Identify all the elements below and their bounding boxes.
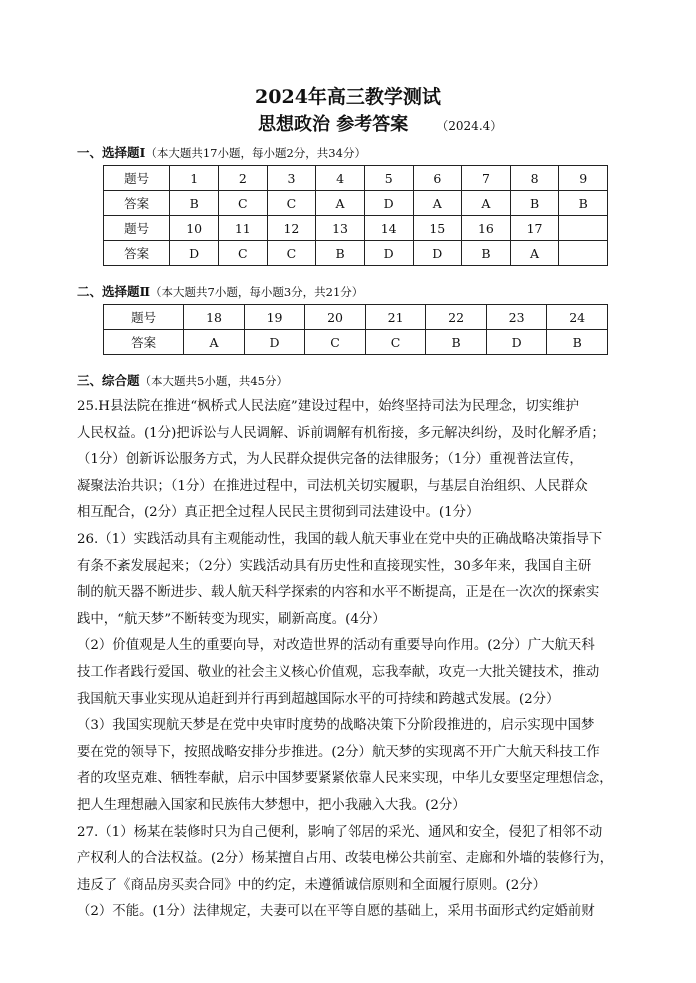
- answer-line: 相互配合，(2分）真正把全过程人民民主贯彻到司法建设中。(1分）: [77, 505, 480, 521]
- section2-heading: [77, 282, 363, 300]
- answer-body: [77, 394, 621, 926]
- table-cell: C: [305, 330, 366, 355]
- table-cell: C: [267, 241, 316, 266]
- table-cell: 24: [547, 305, 608, 330]
- table-cell: B: [170, 191, 219, 216]
- table-cell: [559, 241, 608, 266]
- table-cell: C: [219, 191, 268, 216]
- row-label: 题号: [104, 305, 184, 330]
- table-row: [104, 241, 608, 266]
- table-cell: B: [426, 330, 487, 355]
- table-cell: 11: [219, 216, 268, 241]
- row-label: 答案: [104, 241, 170, 266]
- answer-line: （3）我国实现航天梦是在党中央审时度势的战略决策下分阶段推进的，启示实现中国梦: [77, 718, 595, 734]
- table-cell: 6: [413, 166, 462, 191]
- answer-line: 我国航天事业实现从追赶到并行再到超越国际水平的可持续和跨越式发展。(2分）: [77, 691, 560, 707]
- table-cell: A: [413, 191, 462, 216]
- table-cell: C: [365, 330, 426, 355]
- answer-line: 者的攻坚克难、牺牲奉献，启示中国梦要紧紧依靠人民来实现，中华儿女要坚定理想信念，: [77, 771, 613, 787]
- answer-line: （2）价值观是人生的重要向导，对改造世界的活动有重要导向作用。(2分）广大航天科: [77, 638, 595, 654]
- section2-answer-table: [103, 304, 608, 355]
- answer-line: 把人生理想融入国家和民族伟大梦想中，把小我融入大我。(2分）: [77, 797, 466, 813]
- page-title: 2024年高三教学测试: [255, 86, 441, 108]
- table-cell: C: [219, 241, 268, 266]
- answer-line: 有条不紊发展起来；（2分）实践活动具有历史性和直接现实性，30多年来，我国自主研: [77, 558, 592, 574]
- table-cell: D: [364, 191, 413, 216]
- table-cell: B: [510, 191, 559, 216]
- answer-line: 技工作者践行爱国、敬业的社会主义核心价值观，忘我奉献，攻克一大批关键技术，推动: [77, 664, 600, 680]
- section2-title: 二、选择题Ⅱ: [77, 284, 151, 299]
- table-cell: 10: [170, 216, 219, 241]
- table-cell: 5: [364, 166, 413, 191]
- section3-heading: [77, 371, 288, 389]
- section1-note: （本大题共17小题，每小题2分，共34分）: [145, 146, 366, 160]
- answer-line: 人民权益。(1分)把诉讼与人民调解、诉前调解有机衔接，多元解决纠纷，及时化解矛盾；: [77, 425, 605, 441]
- table-cell: 17: [510, 216, 559, 241]
- table-cell: A: [510, 241, 559, 266]
- table-row: [104, 191, 608, 216]
- section1-title: 一、选择题Ⅰ: [77, 145, 146, 160]
- answer-line: 践中，“航天梦”不断转变为现实，刷新高度。(4分）: [77, 611, 386, 627]
- section3-note: （本大题共5小题，共45分）: [139, 374, 288, 388]
- table-cell: 12: [267, 216, 316, 241]
- table-cell: 2: [219, 166, 268, 191]
- page-subtitle: [258, 110, 502, 136]
- row-label: 题号: [104, 216, 170, 241]
- table-cell: B: [462, 241, 511, 266]
- table-cell: A: [316, 191, 365, 216]
- answer-line: 要在党的领导下，按照战略安排分步推进。(2分）航天梦的实现离不开广大航天科技工作: [77, 744, 600, 760]
- row-label: 答案: [104, 330, 184, 355]
- table-cell: 18: [184, 305, 245, 330]
- table-cell: 1: [170, 166, 219, 191]
- answer-line: 27.（1）杨某在装修时只为自己便利，影响了邻居的采光、通风和安全，侵犯了相邻不动: [77, 824, 603, 840]
- table-cell: [559, 216, 608, 241]
- table-row: [104, 166, 608, 191]
- table-cell: 13: [316, 216, 365, 241]
- answer-line: 产权利人的合法权益。(2分）杨某擅自占用、改装电梯公共前室、走廊和外墙的装修行为，: [77, 851, 613, 867]
- section1-heading: [77, 143, 366, 161]
- table-cell: B: [547, 330, 608, 355]
- table-cell: 15: [413, 216, 462, 241]
- table-cell: B: [316, 241, 365, 266]
- table-cell: D: [413, 241, 462, 266]
- table-cell: 4: [316, 166, 365, 191]
- table-cell: 19: [244, 305, 305, 330]
- answer-line: 制的航天器不断进步、载人航天科学探索的内容和水平不断提高，正是在一次次的探索实: [77, 585, 600, 601]
- table-cell: 8: [510, 166, 559, 191]
- answer-line: 25.H县法院在推进“枫桥式人民法庭”建设过程中，始终坚持司法为民理念，切实维护: [77, 399, 579, 414]
- table-cell: D: [170, 241, 219, 266]
- table-cell: A: [462, 191, 511, 216]
- answer-line: 违反了《商品房买卖合同》中的约定，未遵循诚信原则和全面履行原则。(2分）: [77, 877, 547, 893]
- row-label: 题号: [104, 166, 170, 191]
- answer-line: 凝聚法治共识；（1分）在推进过程中，司法机关切实履职，与基层自治组织、人民群众: [77, 478, 588, 494]
- answer-line: （2）不能。(1分）法律规定，夫妻可以在平等自愿的基础上，采用书面形式约定婚前财: [77, 904, 595, 920]
- date-text: （2024.4）: [436, 119, 503, 133]
- table-cell: D: [244, 330, 305, 355]
- section1-answer-table: [103, 165, 608, 266]
- row-label: 答案: [104, 191, 170, 216]
- table-cell: 14: [364, 216, 413, 241]
- table-cell: A: [184, 330, 245, 355]
- table-cell: 16: [462, 216, 511, 241]
- section2-note: （本大题共7小题，每小题3分，共21分）: [150, 285, 364, 299]
- table-cell: 3: [267, 166, 316, 191]
- subtitle-text: 思想政治 参考答案: [258, 114, 409, 135]
- answer-line: 26.（1）实践活动具有主观能动性，我国的载人航天事业在党中央的正确战略决策指导下: [77, 531, 603, 547]
- table-cell: B: [559, 191, 608, 216]
- table-row: [104, 216, 608, 241]
- table-cell: 9: [559, 166, 608, 191]
- table-cell: 23: [486, 305, 547, 330]
- answer-line: （1分）创新诉讼服务方式，为人民群众提供完备的法律服务；（1分）重视普法宣传，: [77, 452, 583, 468]
- table-cell: D: [364, 241, 413, 266]
- table-row: [104, 305, 608, 330]
- table-row: [104, 330, 608, 355]
- table-cell: D: [486, 330, 547, 355]
- section3-title: 三、综合题: [77, 373, 140, 388]
- table-cell: 20: [305, 305, 366, 330]
- table-cell: 21: [365, 305, 426, 330]
- table-cell: C: [267, 191, 316, 216]
- table-cell: 7: [462, 166, 511, 191]
- table-cell: 22: [426, 305, 487, 330]
